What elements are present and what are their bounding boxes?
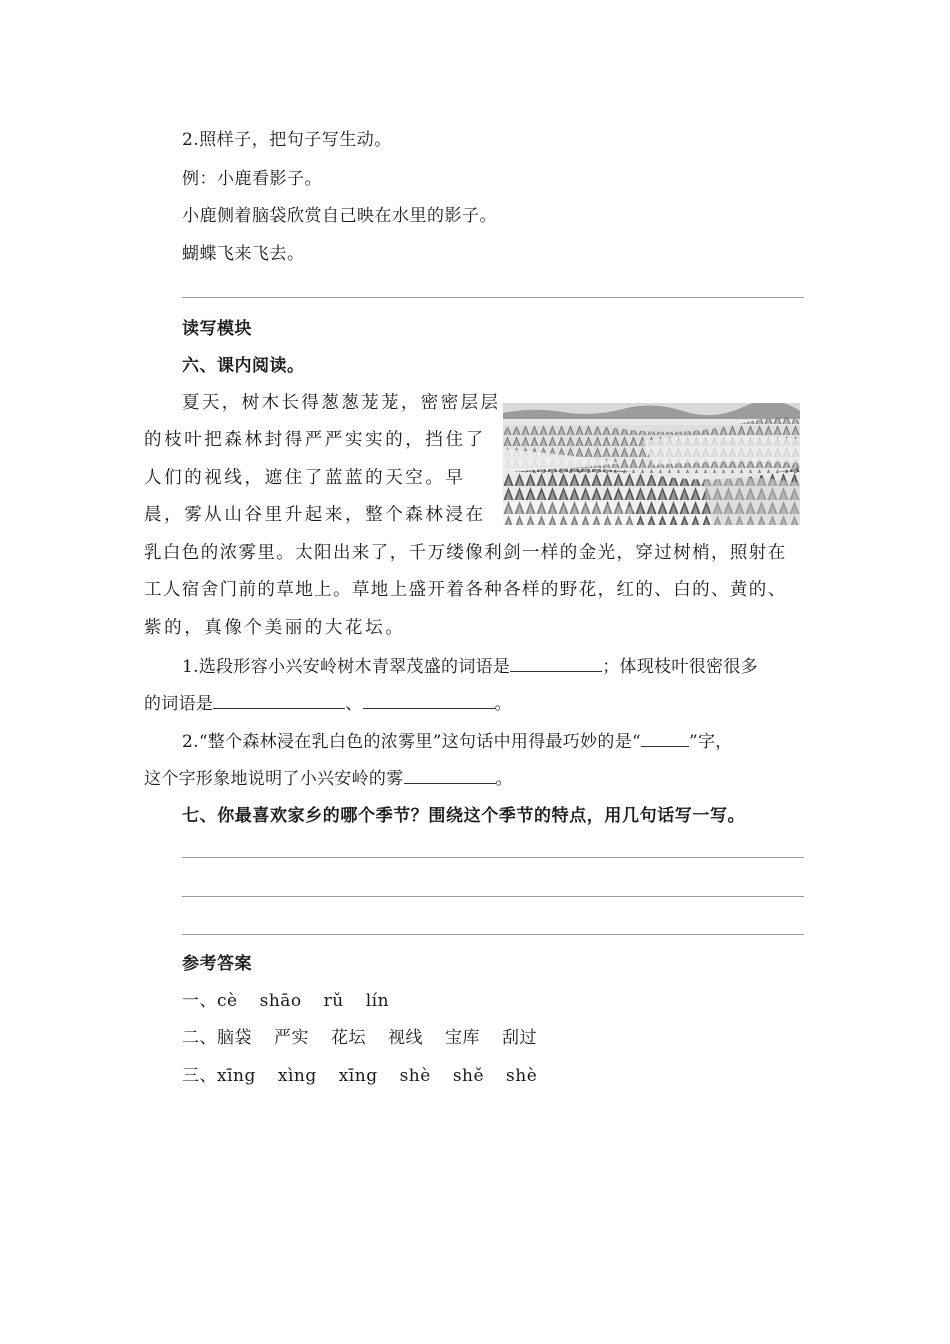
answer-1-item: shāo [259, 991, 302, 1011]
question-1-line-2 [144, 692, 512, 715]
module-title: 读写模块 [182, 319, 252, 339]
writing-line-1[interactable] [182, 857, 804, 858]
answer-line[interactable] [182, 297, 804, 298]
passage-line-4: 晨，雾从山谷里升起来，整个森林浸在 [144, 505, 486, 525]
q2-text-1: 2.“整个森林浸在乳白色的浓雾里”这句话中用得最巧妙的是“ [182, 732, 641, 752]
question-2-line-1 [182, 730, 733, 753]
answer-1-item: rǔ [323, 991, 344, 1011]
passage-line-6: 工人宿舍门前的草地上。草地上盛开着各种各样的野花，红的、白的、黄的、 [144, 580, 787, 600]
passage-line-1: 夏天，树木长得葱葱茏茏，密密层层 [182, 393, 501, 413]
example-label: 例：小鹿看影子。 [182, 169, 322, 189]
passage-line-7: 紫的，真像个美丽的大花坛。 [144, 618, 406, 638]
answer-3-item: shè [506, 1066, 538, 1086]
example-answer: 小鹿侧着脑袋欣赏自己映在水里的影子。 [182, 206, 497, 226]
exercise2-title: 2.照样子，把句子写生动。 [182, 130, 392, 150]
forest-illustration-icon [503, 403, 800, 525]
passage-line-3: 人们的视线，遮住了蓝蓝的天空。早 [144, 468, 466, 488]
passage-line-2: 的枝叶把森林封得严严实实的，挡住了 [144, 430, 486, 450]
q2-end: 。 [495, 769, 513, 789]
q2-text-3: 这个字形象地说明了小兴安岭的雾 [144, 769, 404, 789]
question-1-line-1 [182, 655, 758, 678]
q1-blank-3[interactable] [363, 692, 495, 709]
q1-blank-1[interactable] [510, 655, 602, 672]
answer-2-item: 脑袋 [217, 1028, 252, 1048]
answer-2-item: 花坛 [331, 1028, 366, 1048]
q2-text-2: ”字， [689, 732, 733, 752]
answer-3-label: 三、 [182, 1066, 217, 1086]
answer-3-item: xīng [338, 1066, 378, 1086]
answer-3-item: xīng [217, 1066, 256, 1086]
q1-end: 。 [494, 694, 512, 714]
passage-line-5: 乳白色的浓雾里。太阳出来了，千万缕像利剑一样的金光，穿过树梢，照射在 [144, 543, 787, 563]
answers-title: 参考答案 [182, 954, 252, 974]
q1-blank-2[interactable] [213, 692, 345, 709]
answer-2-item: 视线 [388, 1028, 423, 1048]
answer-2 [182, 1027, 537, 1049]
answer-3 [182, 1065, 537, 1087]
answer-2-item: 宝库 [445, 1028, 480, 1048]
q2-blank-1[interactable] [641, 730, 689, 747]
answer-1 [182, 990, 389, 1012]
q1-text-1: 1.选段形容小兴安岭树木青翠茂盛的词语是 [182, 657, 511, 677]
q1-text-2: ；体现枝叶很密很多 [602, 657, 758, 677]
answer-2-item: 严实 [274, 1028, 309, 1048]
answer-3-item: xìng [277, 1066, 317, 1086]
q1-text-3: 的词语是 [144, 694, 214, 714]
answer-3-item: shè [399, 1066, 431, 1086]
answer-2-item: 刮过 [502, 1028, 537, 1048]
q2-blank-2[interactable] [404, 767, 496, 784]
answer-1-item: lín [365, 991, 390, 1011]
answer-1-label: 一、 [182, 991, 217, 1011]
writing-line-2[interactable] [182, 896, 804, 897]
section6-title: 六、课内阅读。 [182, 356, 305, 376]
writing-line-3[interactable] [182, 934, 804, 935]
answer-3-item: shě [452, 1066, 485, 1086]
answer-1-item: cè [217, 991, 238, 1011]
section7-title: 七、你最喜欢家乡的哪个季节？围绕这个季节的特点，用几句话写一写。 [182, 806, 746, 826]
question-2-line-2 [144, 767, 513, 790]
answer-2-label: 二、 [182, 1028, 217, 1048]
exercise2-task: 蝴蝶飞来飞去。 [182, 244, 305, 264]
q1-sep: 、 [345, 694, 363, 714]
